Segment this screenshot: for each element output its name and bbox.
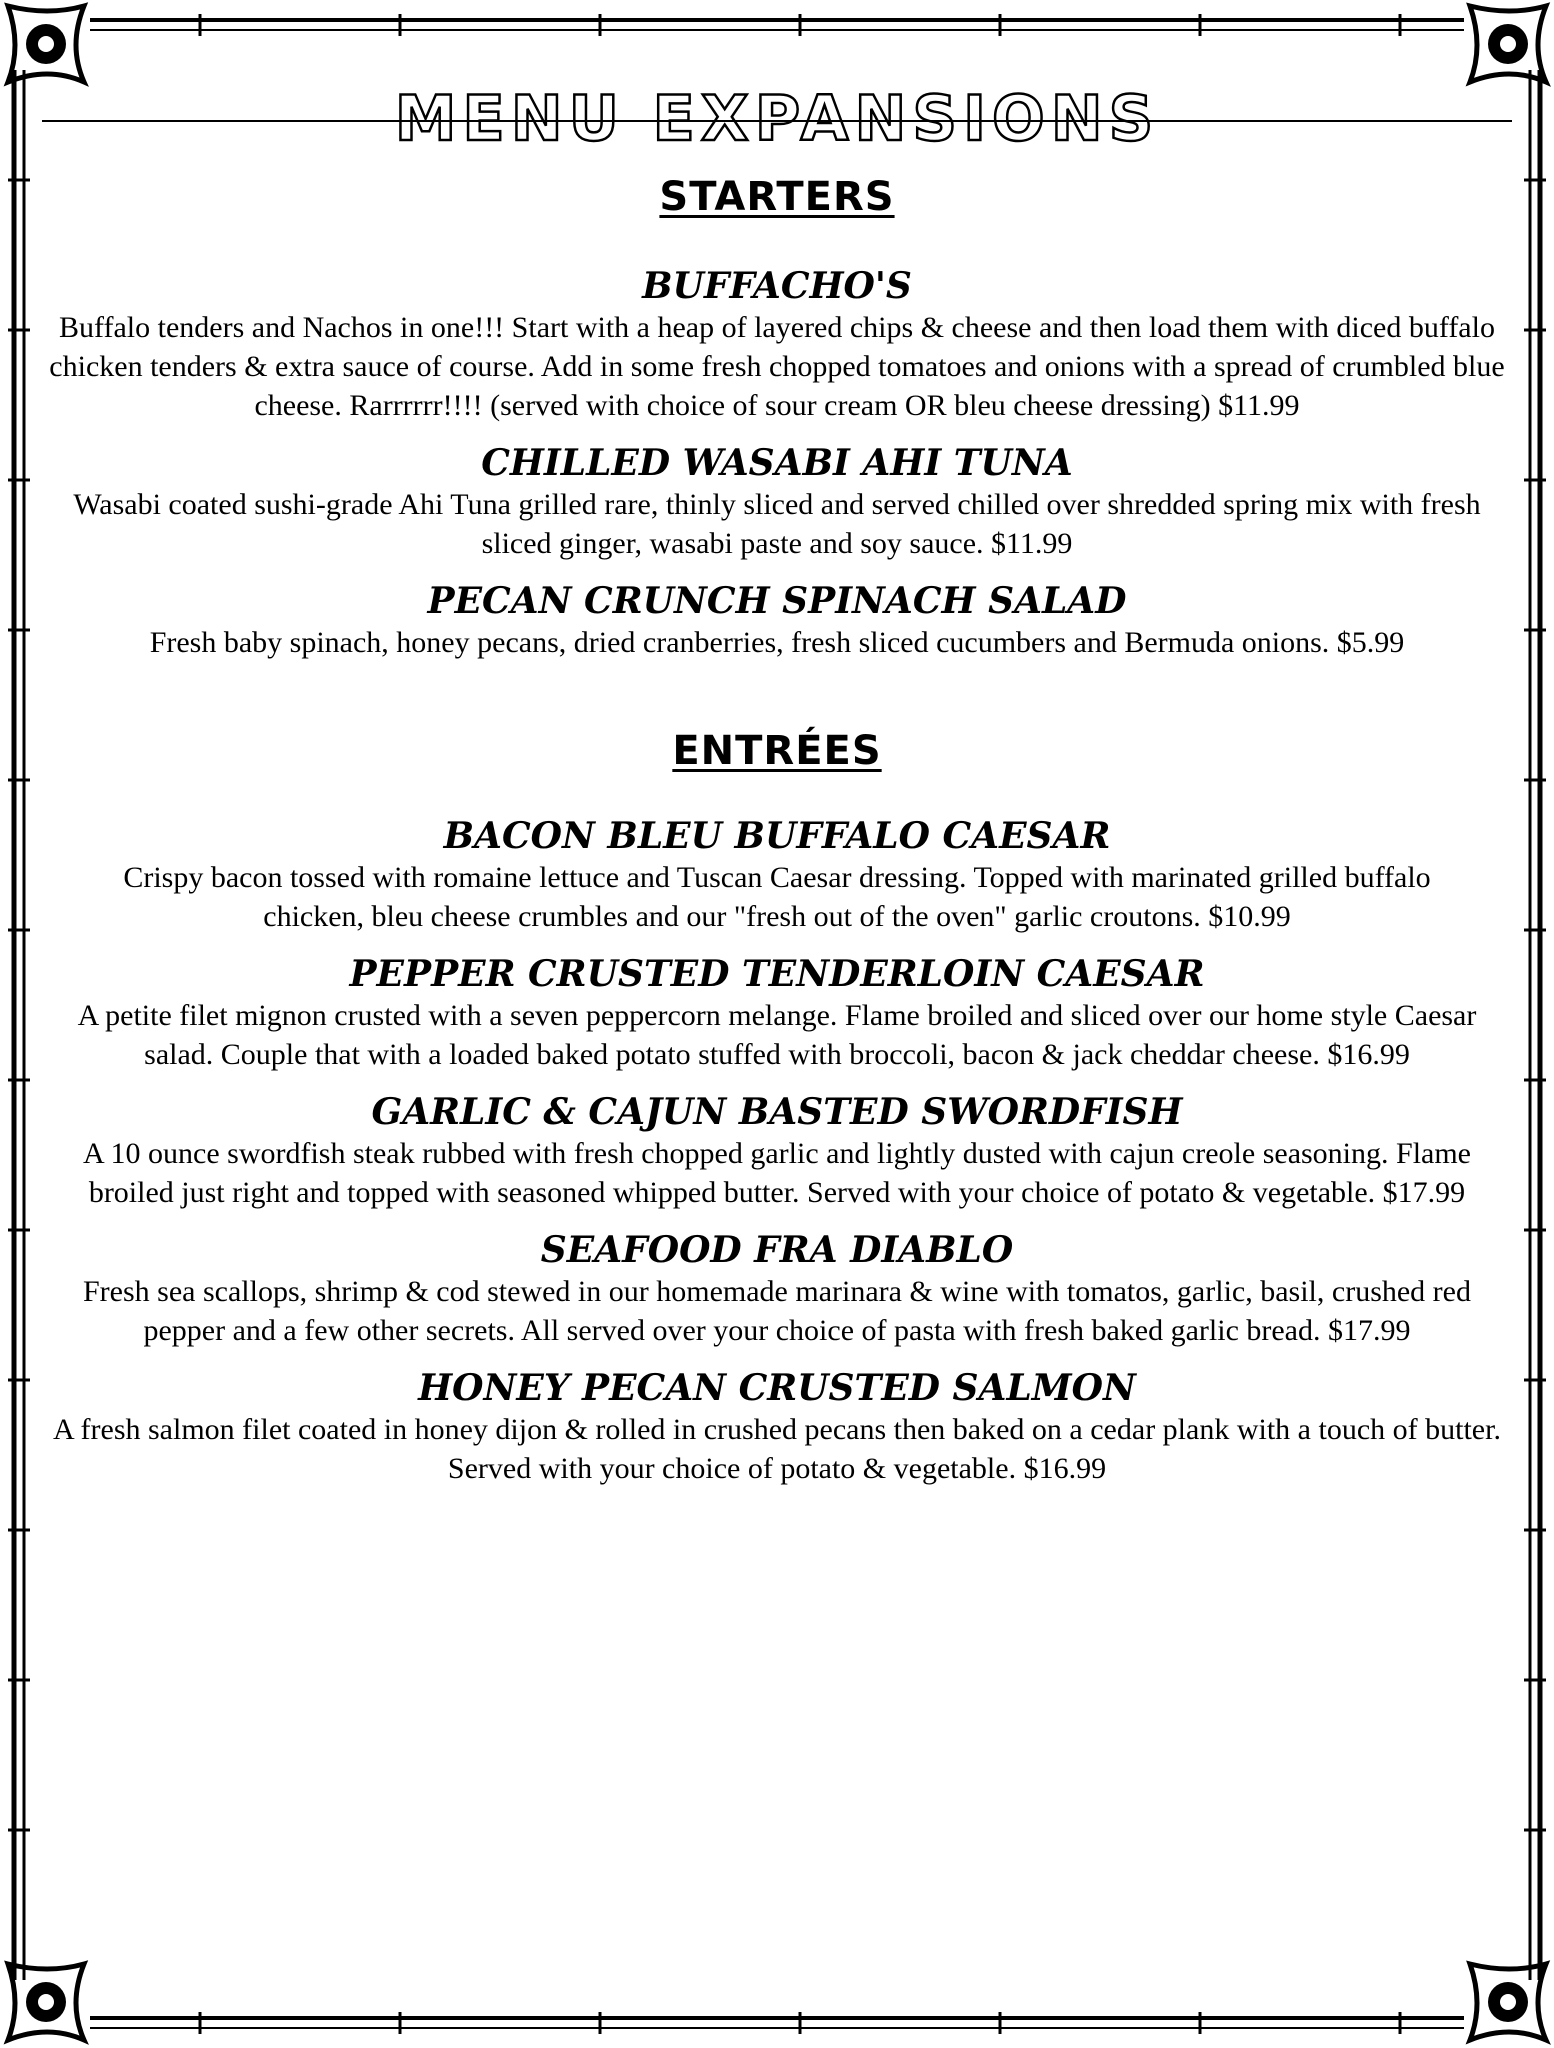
menu-item-seafood-fra-diablo (40, 1228, 1514, 1350)
menu-item-name: SEAFOOD FRA DIABLO (540, 1229, 1014, 1271)
menu-item-buffachos (40, 264, 1514, 425)
menu-item-name: PEPPER CRUSTED TENDERLOIN CAESAR (349, 953, 1205, 995)
menu-item-description: A petite filet mignon crusted with a seven peppercorn melange. Flame broiled and sliced over our home style Caesar salad. Couple that with a loaded baked potato stuffed with broccoli, bacon & jack cheddar cheese. $16.99 (77, 999, 1477, 1071)
entrees-section (40, 724, 1514, 1488)
starters-section (40, 170, 1514, 662)
menu-item-description: Fresh baby spinach, honey pecans, dried cranberries, fresh sliced cucumbers and Bermuda onions. $5.99 (149, 626, 1405, 659)
menu-item-description: Crispy bacon tossed with romaine lettuce and Tuscan Caesar dressing. Topped with marinated grilled buffalo chicken, bleu cheese crumbles and our "fresh out of the oven" garlic croutons. $10.99 (123, 861, 1431, 933)
menu-item-chilled-wasabi-ahi-tuna (40, 441, 1514, 563)
menu-item-bacon-bleu-buffalo-caesar (40, 814, 1514, 936)
section-heading-starters: STARTERS (659, 174, 895, 220)
menu-item-name: BACON BLEU BUFFALO CAESAR (443, 815, 1111, 857)
menu-item-pecan-crunch-spinach-salad (40, 579, 1514, 662)
section-heading-entrees: ENTRÉES (672, 728, 882, 774)
menu-item-description: A fresh salmon filet coated in honey dijon & rolled in crushed pecans then baked on a cedar plank with a touch of butter. Served with your choice of potato & vegetable. $16.99 (53, 1413, 1501, 1485)
menu-item-description: A 10 ounce swordfish steak rubbed with fresh chopped garlic and lightly dusted with cajun creole seasoning. Flame broiled just right and topped with seasoned whipped butter. Served with your choice of potato & vegetable. $17.99 (83, 1137, 1471, 1209)
menu-item-description: Fresh sea scallops, shrimp & cod stewed in our homemade marinara & wine with tomatos, garlic, basil, crushed red pepper and a few other secrets. All served over your choice of pasta with fresh baked garlic bread. $17.99 (83, 1275, 1471, 1347)
menu-item-name: PECAN CRUNCH SPINACH SALAD (427, 580, 1127, 622)
title-divider (42, 120, 1512, 122)
menu-item-name: BUFFACHO'S (642, 265, 912, 307)
menu-content (40, 170, 1514, 1504)
menu-item-description: Wasabi coated sushi-grade Ahi Tuna grilled rare, thinly sliced and served chilled over shredded spring mix with fresh sliced ginger, wasabi paste and soy sauce. $11.99 (73, 488, 1481, 560)
page-title: MENU EXPANSIONS (394, 81, 1160, 155)
menu-item-garlic-cajun-basted-swordfish (40, 1090, 1514, 1212)
menu-item-pepper-crusted-tenderloin-caesar (40, 952, 1514, 1074)
menu-item-name: HONEY PECAN CRUSTED SALMON (418, 1367, 1136, 1409)
menu-item-description: Buffalo tenders and Nachos in one!!! Start with a heap of layered chips & cheese and then load them with diced buffalo chicken tenders & extra sauce of course. Add in some fresh chopped tomatoes and onions with a spread of crumbled blue cheese. Rarrrrrr!!!! (served with choice of sour cream OR bleu cheese dressing) $11.99 (49, 311, 1505, 422)
menu-item-name: GARLIC & CAJUN BASTED SWORDFISH (371, 1091, 1183, 1133)
menu-item-name: CHILLED WASABI AHI TUNA (481, 442, 1073, 484)
menu-item-honey-pecan-crusted-salmon (40, 1366, 1514, 1488)
